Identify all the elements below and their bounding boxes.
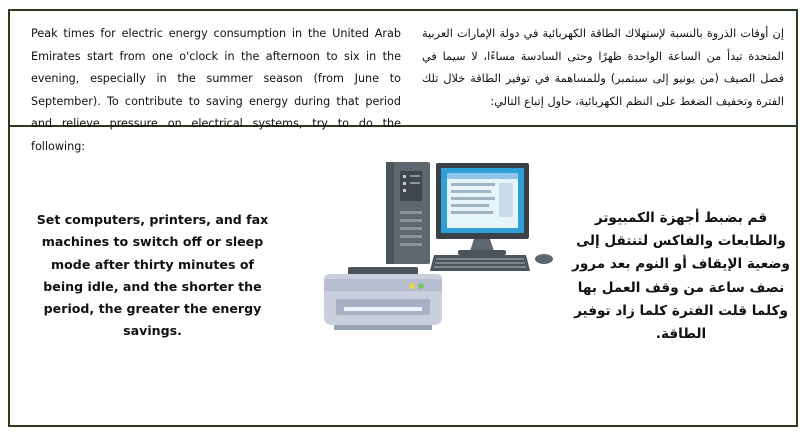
tip-text-arabic: قم بضبط أجهزة الكمبيوتر والطابعات والفاكس لتنتقل إلى وضعية الإيقاف أو النوم بعد مرور نصف ساعة من وقف العمل بها وكلما قلت الفترة كلما زاد توفير الطاقة. (572, 210, 790, 343)
keyboard-icon (430, 255, 530, 271)
intro-text-arabic: إن أوقات الذروة بالنسبة لإستهلاك الطاقة الكهربائية في دولة الإمارات العربية المتحدة تبدأ من الساعة الواحدة ظهرًا وحتى السادسة مساءًا، لا سيما في فصل الصيف (من يونيو إلى سبتمبر) وللمساهمة في توفير الطاقة خلال تلك الفترة وتخفيف الضغط على النظم الكهربائية، حاول إتباع التالي: (422, 27, 784, 108)
mouse-icon (535, 254, 553, 264)
pc-tower-icon (386, 162, 430, 264)
tip-card (8, 9, 798, 427)
computer-printer-illustration (308, 159, 558, 339)
intro-text-english: Peak times for electric energy consumption in the United Arab Emirates start from one o'clock in the afternoon to six in the evening, especially in the summer season (from June to September). To contribute to saving energy during that period and relieve pressure on electrical systems, try to do the following: (31, 27, 401, 153)
printer-icon (324, 267, 442, 330)
monitor-icon (436, 163, 529, 255)
tip-text-english: Set computers, printers, and fax machines to switch off or sleep mode after thirty minutes of being idle, and the shorter the period, the greater the energy savings. (36, 212, 269, 339)
